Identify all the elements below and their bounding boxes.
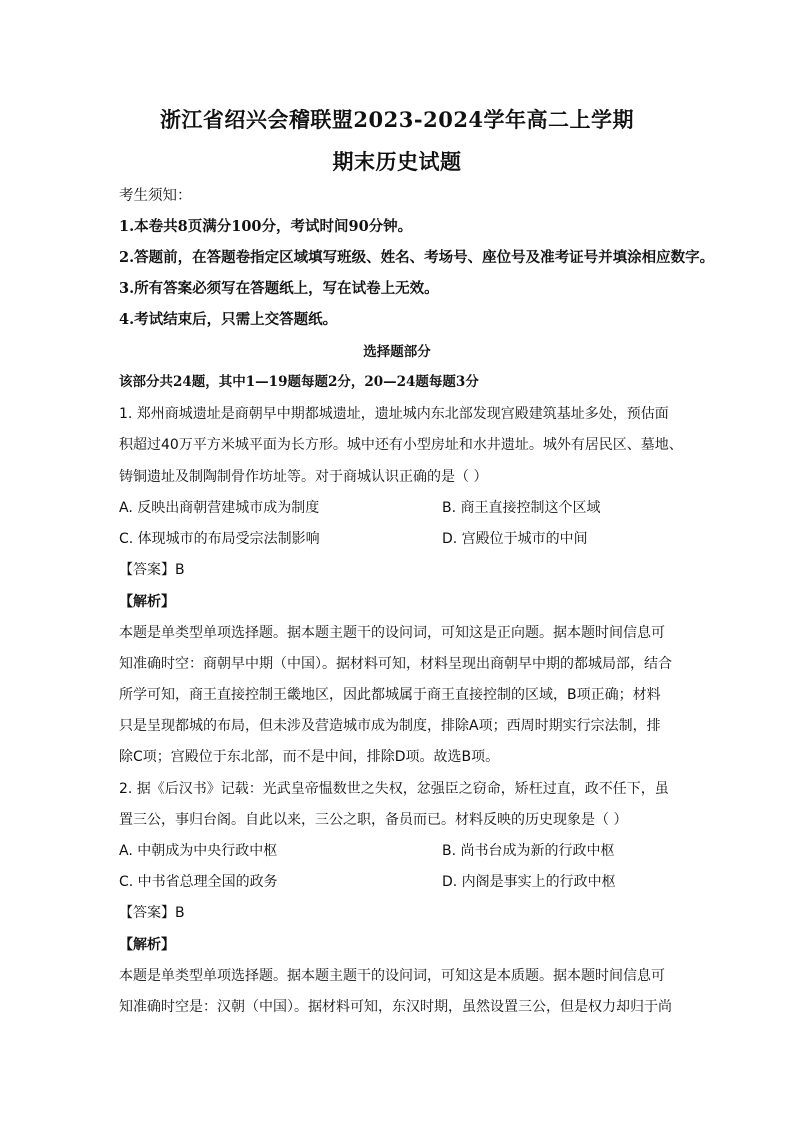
- q1-stem-line-1: 1. 郑州商城遗址是商朝早中期都城遗址，遗址城内东北部发现宫殿建筑基址多处，预估面: [119, 406, 669, 422]
- q1-option-a: A. 反映出商朝营建城市成为制度: [119, 500, 320, 516]
- q1-analysis-line-4: 只是呈现都城的布局，但未涉及营造城市成为制度，排除A项；西周时期实行宗法制，排: [119, 718, 661, 734]
- q1-analysis-line-5: 除C项；宫殿位于东北部，而不是中间，排除D项。故选B项。: [119, 749, 500, 765]
- q1-stem-line-2: 积超过40万平方米城平面为长方形。城中还有小型房址和水井遗址。城外有居民区、墓地、: [119, 437, 683, 453]
- q1-analysis-line-1: 本题是单类型单项选择题。据本题主题干的设问词，可知这是正向题。据本题时间信息可: [119, 625, 665, 641]
- notice-item-2: 2.答题前，在答题卷指定区域填写班级、姓名、考场号、座位号及准考证号并填涂相应数字。: [119, 249, 715, 266]
- q1-analysis-line-3: 所学可知，商王直接控制王畿地区，因此都城属于商王直接控制的区域，B项正确；材料: [119, 687, 661, 703]
- q1-analysis-line-2: 知准确时空：商朝早中期（中国）。据材料可知，材料呈现出商朝早中期的都城局部，结合: [119, 656, 672, 672]
- notice-item-3: 3.所有答案必须写在答题纸上，写在试卷上无效。: [119, 280, 439, 297]
- q2-option-a: A. 中朝成为中央行政中枢: [119, 843, 278, 859]
- q2-option-c: C. 中书省总理全国的政务: [119, 874, 278, 890]
- notice-item-1: 1.本卷共8页满分100分，考试时间90分钟。: [119, 218, 413, 235]
- q1-stem-line-3: 铸铜遗址及制陶制骨作坊址等。对于商城认识正确的是（ ）: [119, 469, 488, 485]
- q1-option-d: D. 宫殿位于城市的中间: [442, 531, 588, 547]
- q1-answer: 【答案】B: [119, 562, 185, 578]
- q1-analysis-label: 【解析】: [119, 594, 175, 610]
- q2-analysis-label: 【解析】: [119, 937, 175, 953]
- section-title: 选择题部分: [363, 344, 431, 360]
- q2-analysis-line-2: 知准确时空是：汉朝（中国）。据材料可知，东汉时期，虽然设置三公，但是权力却归于尚: [119, 999, 672, 1015]
- q2-stem-line-1: 2. 据《后汉书》记载：光武皇帝愠数世之失权，忿强臣之窃命，矫枉过直，政不任下，虽: [119, 781, 669, 797]
- q2-stem-line-2: 置三公，事归台阁。自此以来，三公之职，备员而已。材料反映的历史现象是（ ）: [119, 812, 628, 828]
- q1-option-c: C. 体现城市的布局受宗法制影响: [119, 531, 320, 547]
- q2-option-b: B. 尚书台成为新的行政中枢: [442, 843, 615, 859]
- q1-option-b: B. 商王直接控制这个区域: [442, 500, 601, 516]
- document-title-line1: 浙江省绍兴会稽联盟2023-2024学年高二上学期: [159, 107, 635, 132]
- section-description: 该部分共24题，其中1—19题每题2分，20—24题每题3分: [119, 374, 479, 390]
- q2-analysis-line-1: 本题是单类型单项选择题。据本题主题干的设问词，可知这是本质题。据本题时间信息可: [119, 968, 665, 984]
- q2-answer: 【答案】B: [119, 905, 185, 921]
- q2-option-d: D. 内阁是事实上的行政中枢: [442, 874, 616, 890]
- document-title-line2: 期末历史试题: [332, 149, 462, 174]
- notice-item-4: 4.考试结束后，只需上交答题纸。: [119, 311, 338, 328]
- notice-heading: 考生须知：: [119, 188, 192, 204]
